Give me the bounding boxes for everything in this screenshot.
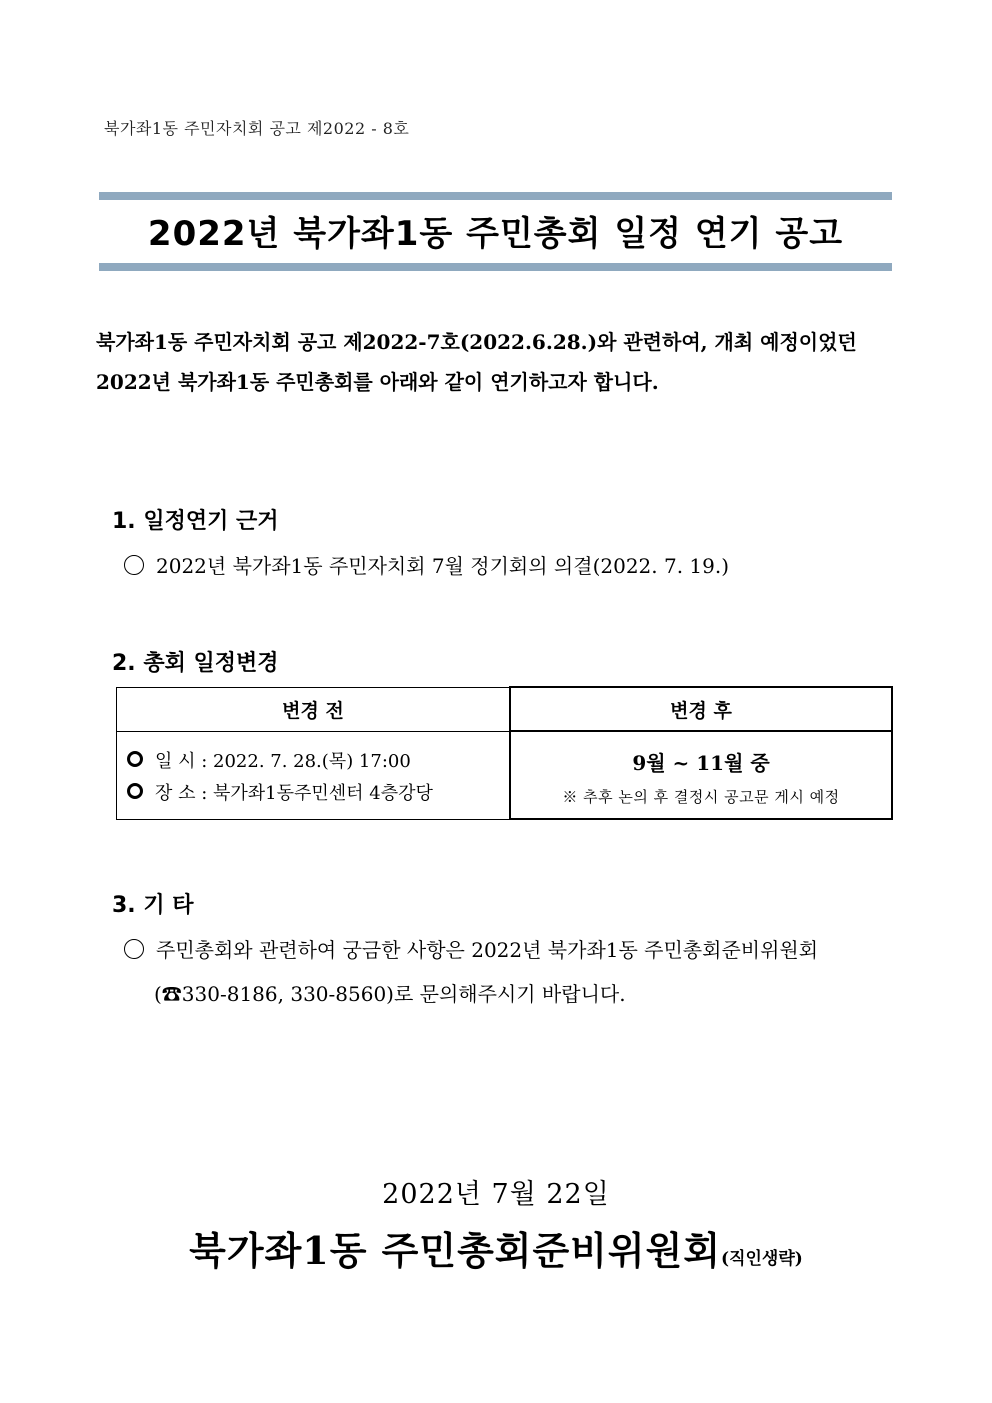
- circle-bullet-icon: [124, 939, 144, 959]
- before-datetime-row: [127, 746, 509, 778]
- page-title: 2022년 북가좌1동 주민총회 일정 연기 공고: [147, 214, 844, 254]
- before-cell: [117, 731, 511, 819]
- schedule-change-table: [116, 686, 893, 820]
- section-3-line-1: 주민총회와 관련하여 궁금한 사항은 2022년 북가좌1동 주민총회준비위원회: [156, 938, 819, 962]
- notice-number: 북가좌1동 주민자치회 공고 제2022 - 8호: [104, 119, 410, 138]
- before-place: 장 소 : 북가좌1동주민센터 4층강당: [155, 783, 433, 804]
- circle-bullet-icon: [124, 555, 144, 575]
- intro-line-1: 북가좌1동 주민자치회 공고 제2022-7호(2022.6.28.)와 관련하여, 개최 예정이었던: [96, 330, 857, 354]
- before-datetime: 일 시 : 2022. 7. 28.(목) 17:00: [155, 751, 411, 772]
- before-header: 변경 전: [117, 687, 511, 731]
- after-period: 9월 ~ 11월 중: [632, 751, 770, 775]
- after-note: ※ 추후 논의 후 결정시 공고문 게시 예정: [562, 788, 840, 806]
- before-place-row: [127, 778, 509, 810]
- section-2-heading: 2. 총회 일정변경: [112, 651, 279, 676]
- ring-bullet-icon: [127, 751, 143, 767]
- intro-line-2: 2022년 북가좌1동 주민총회를 아래와 같이 연기하고자 합니다.: [96, 370, 659, 394]
- seal-note: (직인생략): [721, 1249, 803, 1269]
- section-1-item: [124, 550, 729, 579]
- issue-date: 2022년 7월 22일: [382, 1179, 610, 1210]
- title-bottom-rule: [99, 263, 892, 271]
- section-3-heading: 3. 기 타: [112, 893, 194, 918]
- after-header: 변경 후: [510, 687, 892, 731]
- organization-name: 북가좌1동 주민총회준비위원회: [189, 1228, 722, 1273]
- section-3-line-2: (☎330-8186, 330-8560)로 문의해주시기 바랍니다.: [154, 982, 626, 1006]
- ring-bullet-icon: [127, 783, 143, 799]
- section-1-heading: 1. 일정연기 근거: [112, 509, 279, 534]
- section-3-item: [124, 934, 818, 963]
- section-1-item-text: 2022년 북가좌1동 주민자치회 7월 정기회의 의결(2022. 7. 19.): [156, 554, 730, 578]
- after-cell: [510, 731, 892, 819]
- title-top-rule: [99, 192, 892, 200]
- signature-line: [0, 1220, 992, 1275]
- intro-paragraph: [96, 322, 906, 402]
